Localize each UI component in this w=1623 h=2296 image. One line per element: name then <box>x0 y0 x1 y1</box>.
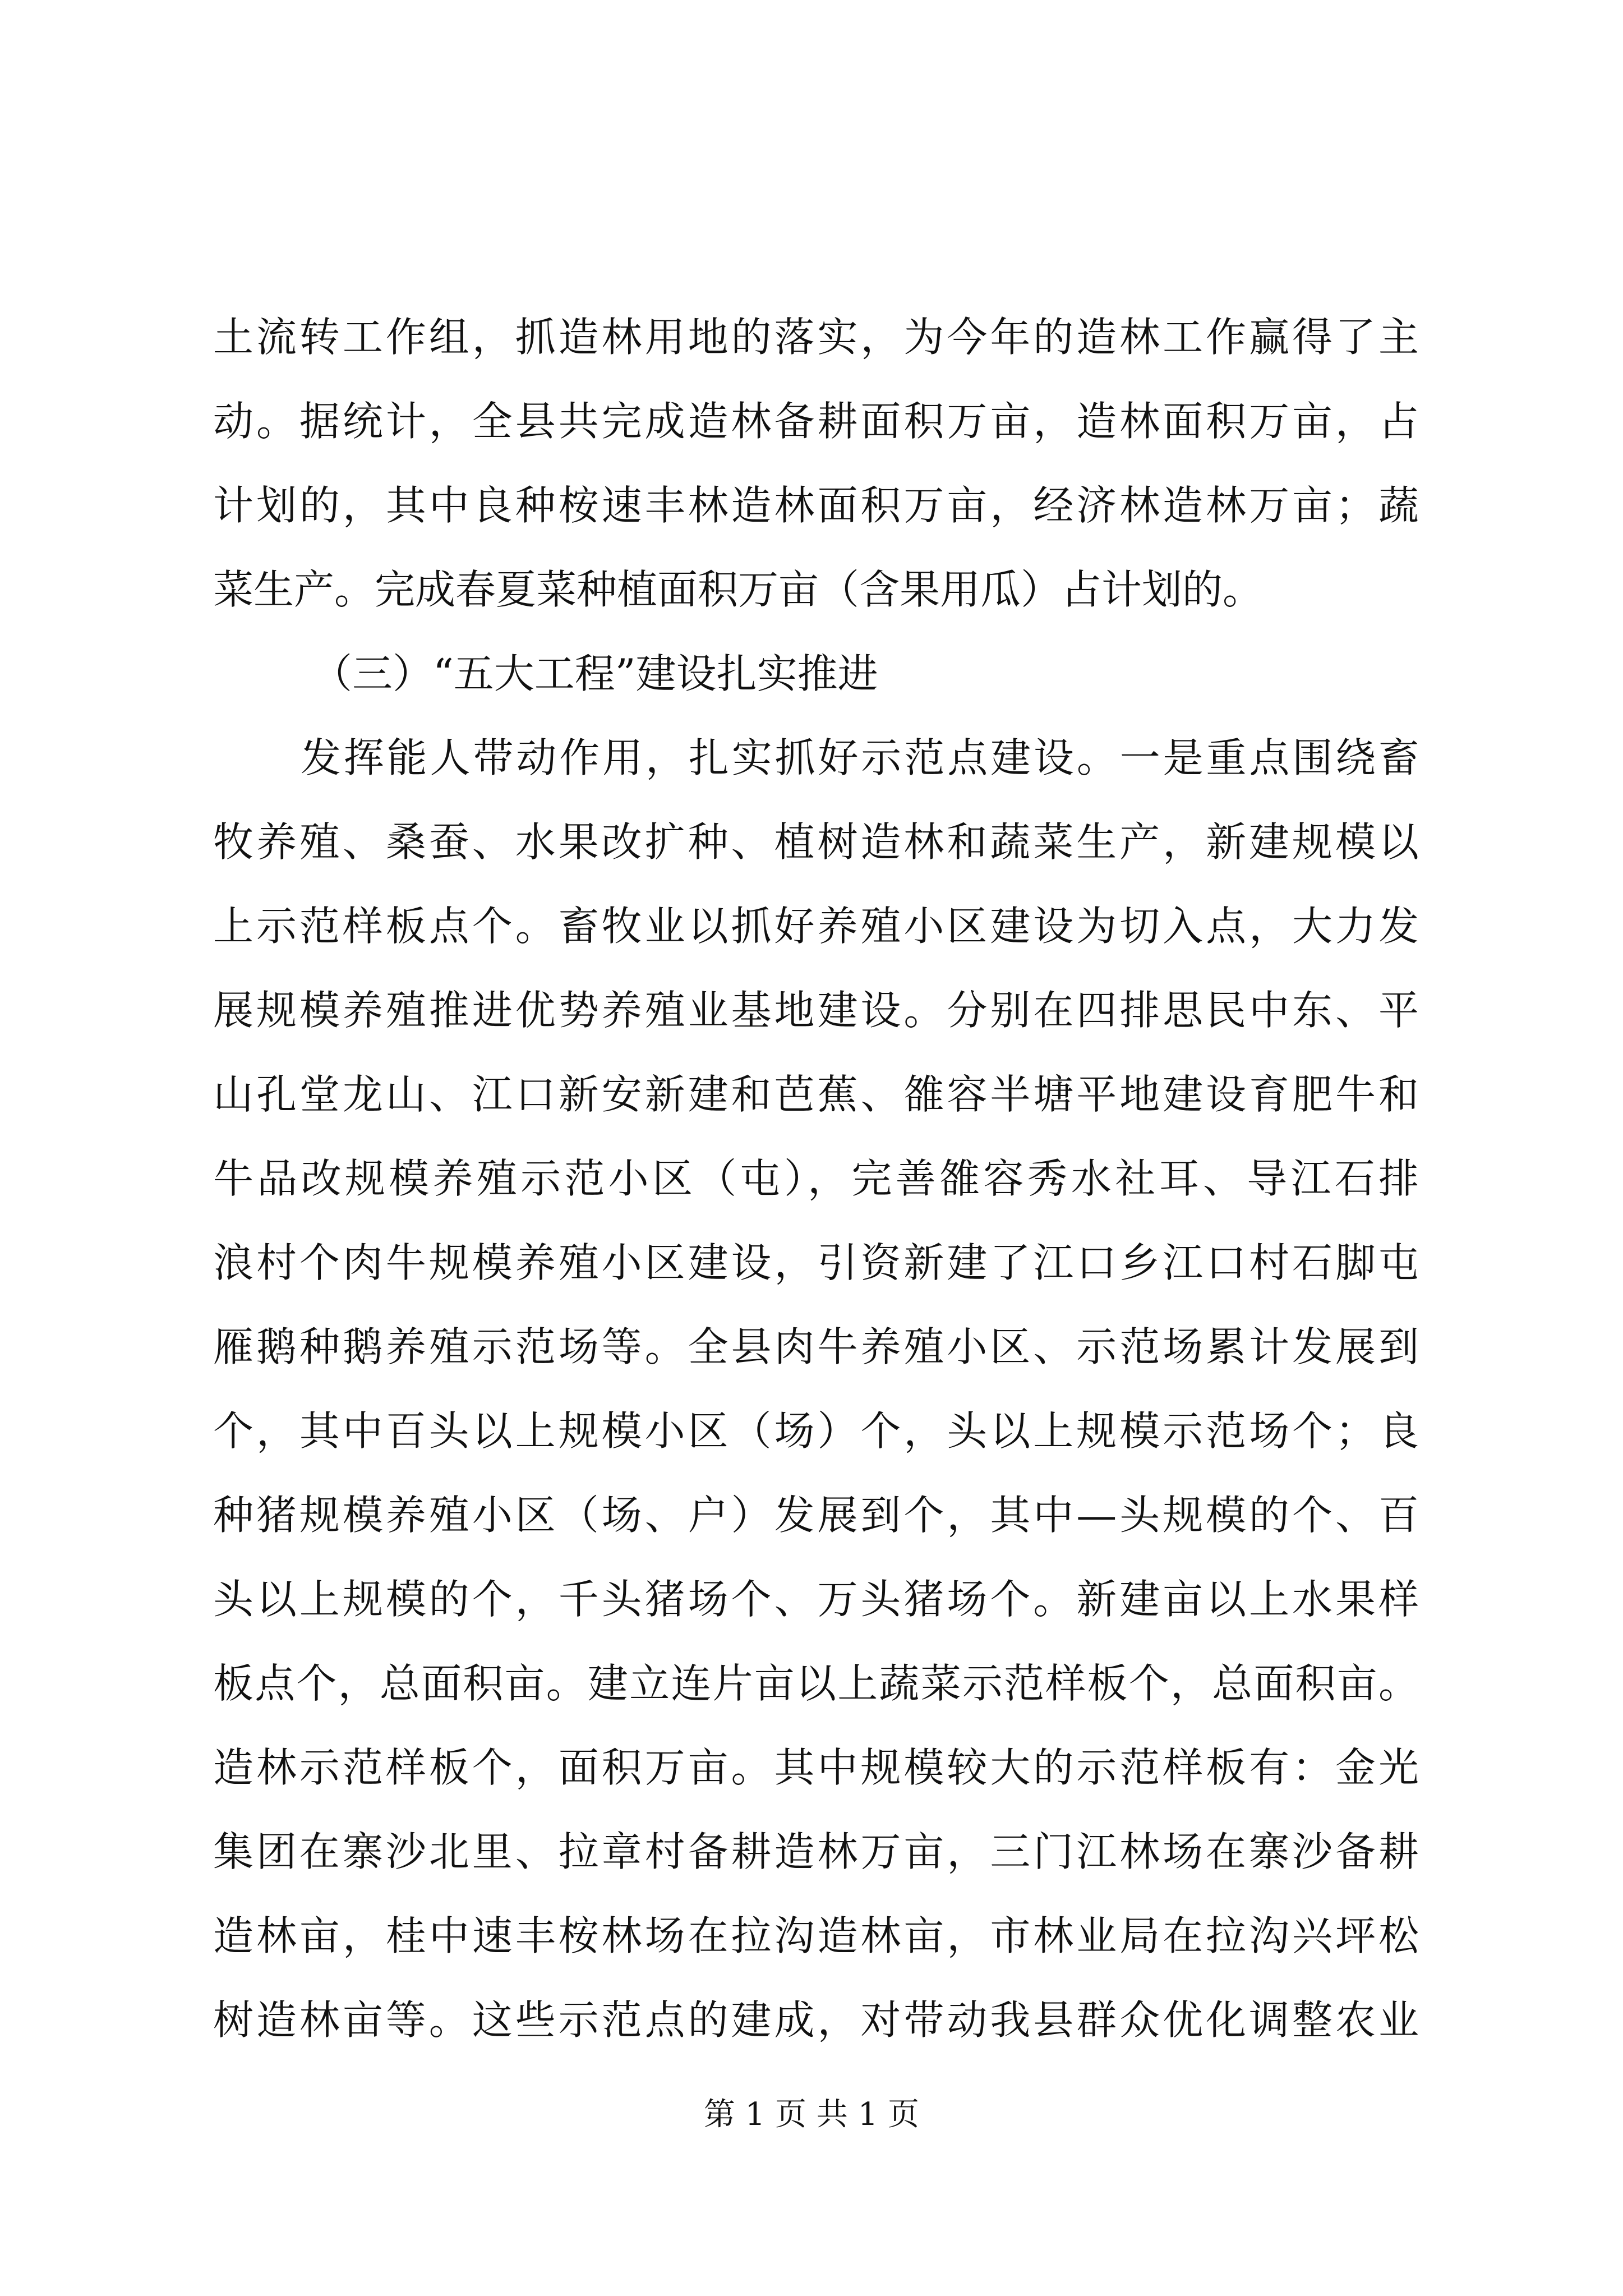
section-heading: （三）“五大工程”建设扎实推进 <box>312 650 878 697</box>
text-line-14: 个，其中百头以上规模小区（场）个，头以上规模示范场个；良 <box>213 1407 1419 1455</box>
text-line-13: 雁鹅种鹅养殖示范场等。全县肉牛养殖小区、示范场累计发展到 <box>213 1323 1419 1370</box>
text-line-3: 计划的，其中良种桉速丰林造林面积万亩，经济林造林万亩；蔬 <box>213 482 1419 529</box>
text-line-17: 板点个，总面积亩。建立连片亩以上蔬菜示范样板个，总面积亩。 <box>213 1660 1419 1707</box>
text-line-12: 浪村个肉牛规模养殖小区建设，引资新建了江口乡江口村石脚屯 <box>213 1239 1419 1286</box>
text-line-21: 树造林亩等。这些示范点的建成，对带动我县群众优化调整农业 <box>213 1996 1419 2044</box>
paragraph-first-line: 发挥能人带动作用，扎实抓好示范点建设。一是重点围绕畜 <box>301 734 1419 781</box>
text-line-8: 上示范样板点个。畜牧业以抓好养殖小区建设为切入点，大力发 <box>213 903 1419 950</box>
text-line-1: 土流转工作组，抓造林用地的落实，为今年的造林工作赢得了主 <box>213 314 1419 361</box>
text-line-10: 山孔堂龙山、江口新安新建和芭蕉、雒容半塘平地建设育肥牛和 <box>213 1071 1419 1118</box>
text-line-15: 种猪规模养殖小区（场、户）发展到个，其中—头规模的个、百 <box>213 1492 1419 1539</box>
text-line-2: 动。据统计，全县共完成造林备耕面积万亩，造林面积万亩，占 <box>213 398 1419 445</box>
page-footer: 第 1 页 共 1 页 <box>703 2096 920 2133</box>
text-line-18: 造林示范样板个，面积万亩。其中规模较大的示范样板有：金光 <box>213 1744 1419 1791</box>
text-line-16: 头以上规模的个，千头猪场个、万头猪场个。新建亩以上水果样 <box>213 1576 1419 1623</box>
text-line-11: 牛品改规模养殖示范小区（屯），完善雒容秀水社耳、导江石排 <box>213 1155 1419 1202</box>
text-line-20: 造林亩，桂中速丰桉林场在拉沟造林亩，市林业局在拉沟兴坪松 <box>213 1912 1419 1959</box>
text-line-7: 牧养殖、桑蚕、水果改扩种、植树造林和蔬菜生产，新建规模以 <box>213 818 1419 866</box>
text-line-19: 集团在寨沙北里、拉章村备耕造林万亩，三门江林场在寨沙备耕 <box>213 1828 1419 1875</box>
text-line-9: 展规模养殖推进优势养殖业基地建设。分别在四排思民中东、平 <box>213 987 1419 1034</box>
text-line-4: 菜生产。完成春夏菜种植面积万亩（含果用瓜）占计划的。 <box>213 566 1264 613</box>
